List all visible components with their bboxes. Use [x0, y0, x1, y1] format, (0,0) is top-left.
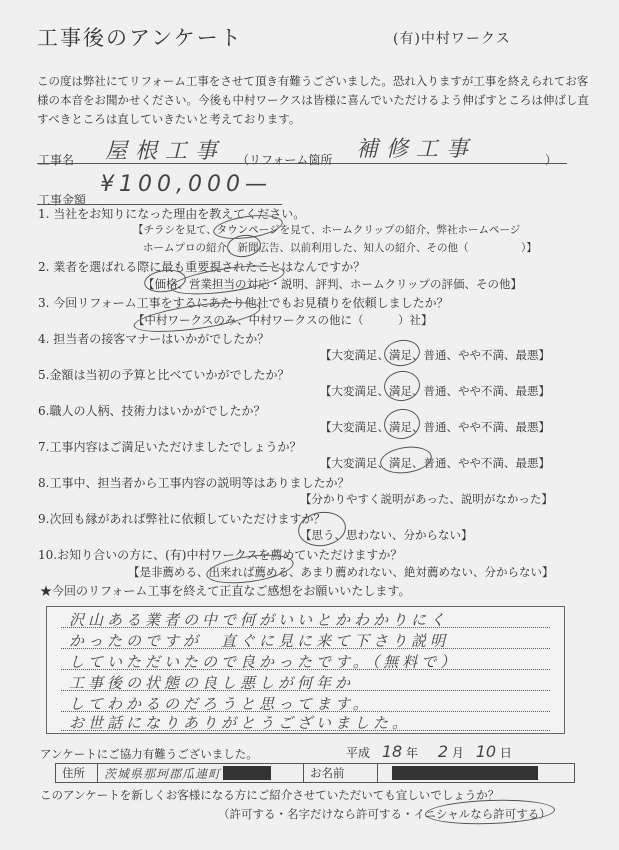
redaction-block: [392, 766, 538, 780]
intro-paragraph: この度は弊社にてリフォーム工事をさせて頂き有難うございました。恐れ入りますが工事を終えられてお客様の本音をお聞かせください。今後も中村ワークスは皆様に喜んでいただけるよう伸ばすところは伸ばし直すべきところは直していきたいと考えております。: [37, 74, 589, 126]
question-8-options[interactable]: 【分かりやすく説明があった、説明がなかった】: [300, 492, 553, 506]
thanks-message: アンケートにご協力有難うございました。: [40, 747, 258, 761]
question-3-options[interactable]: 【中村ワークスのみ、中村ワークスの他に（ ）社】: [133, 313, 433, 327]
question-text: 金額は当初の予算と比べていかがでしたか？: [49, 368, 290, 382]
comment-line-1: 沢山ある業者の中で何がいいとかわかりにく: [69, 611, 450, 629]
question-10: [38, 546, 402, 563]
question-text: お知り合いの方に、(有)中村ワークスを薦めていただけますか？: [57, 548, 403, 562]
impressions-prompt: ★今回のリフォーム工事を終えて正直なご感想をお願いいたします。: [40, 584, 411, 598]
question-7: [38, 438, 301, 455]
reform-location-close: ）: [545, 153, 558, 167]
comment-line-3: していただいたので良かったです。（無料で）: [69, 653, 460, 671]
name-field[interactable]: [378, 764, 574, 782]
question-6: [38, 402, 265, 419]
question-8: [38, 474, 349, 491]
question-text: 工事内容はご満足いただけましたでしょうか？: [49, 440, 302, 454]
question-number: 6.: [38, 404, 50, 418]
impressions-comment-box[interactable]: [46, 606, 565, 734]
date-day[interactable]: 10: [475, 742, 497, 761]
name-label: お名前: [304, 764, 378, 782]
date-month-label: 月: [451, 746, 464, 760]
question-4: [38, 330, 269, 347]
question-9: [38, 510, 325, 527]
date-year-label: 年: [406, 746, 419, 760]
date-era: 平成: [346, 746, 371, 760]
date-field: [346, 742, 512, 761]
question-5: [38, 366, 289, 383]
comment-line-2: かったのですが 直ぐに見に来て下さり説明: [69, 632, 450, 650]
project-name-value[interactable]: 屋根工事: [105, 139, 226, 164]
project-name-label: 工事名: [38, 153, 75, 167]
question-7-options[interactable]: 【大変満足、満足、普通、やや不満、最悪】: [320, 456, 550, 470]
permission-options[interactable]: （許可する・名字だけなら許可する・イニシャルなら許可する）: [218, 807, 551, 821]
question-4-options[interactable]: 【大変満足、満足、普通、やや不満、最悪】: [320, 348, 550, 362]
question-text: 当社をお知りになった理由を教えてください。: [53, 207, 306, 221]
question-9-options[interactable]: 【思う、思わない、分からない】: [300, 528, 473, 542]
selection-circle: [382, 338, 421, 369]
question-number: 3.: [38, 296, 50, 310]
comment-line-6: お世話になりありがとうございました。: [69, 714, 412, 732]
redaction-block: [223, 766, 271, 780]
question-1-options-line1[interactable]: 【チラシを見て、タウンページを見て、ホームクリップの紹介、弊社ホームページ: [133, 224, 521, 236]
reform-location-value[interactable]: 補修工事: [356, 137, 477, 162]
question-10-options[interactable]: 【是非薦める、出来れば薦める、あまり薦めれない、絶対薦めない、分からない】: [128, 565, 554, 579]
question-2-options[interactable]: 【価格、営業担当の対応・説明、評判、ホームクリップの評価、その他】: [143, 277, 523, 291]
date-year[interactable]: 18: [381, 742, 403, 761]
question-number: 5.: [38, 368, 50, 382]
company-name: (有)中村ワークス: [393, 31, 511, 47]
question-number: 7.: [38, 440, 50, 454]
address-value: 茨城県那珂郡瓜連町: [104, 766, 222, 781]
project-name-underline: [37, 163, 567, 164]
document-title: 工事後のアンケート: [37, 26, 243, 50]
customer-info-table: [55, 763, 575, 783]
question-number: 10.: [38, 548, 58, 562]
question-text: 職人の人柄、技術力はいかがでしたか？: [49, 404, 266, 418]
question-number: 2.: [38, 260, 50, 274]
question-text: 工事中、担当者から工事内容の説明等はありましたか？: [49, 476, 350, 490]
question-6-options[interactable]: 【大変満足、満足、普通、やや不満、最悪】: [320, 420, 550, 434]
date-month[interactable]: 2: [437, 742, 449, 761]
selection-circle: [378, 444, 433, 477]
question-text: 今回リフォーム工事をするにあたり他社でもお見積りを依頼しましたか？: [53, 296, 449, 310]
question-text: 担当者の接客マナーはいかがでしたか？: [53, 332, 270, 346]
address-label: 住所: [56, 764, 98, 782]
question-text: 業者を選ばれる際に最も重要視されたことはなんですか？: [53, 260, 366, 274]
question-number: 1.: [38, 207, 50, 221]
selection-circle: [382, 407, 422, 442]
amount-label: 工事金額: [38, 193, 87, 207]
comment-line-4: 工事後の状態の良し悪しが何年か: [69, 674, 355, 692]
question-number: 4.: [38, 332, 50, 346]
comment-line-5: してわかるのだろうと思ってます。: [69, 695, 372, 713]
amount-value[interactable]: ¥100,000—: [100, 172, 272, 197]
question-number: 9.: [38, 512, 50, 526]
reform-location-label: （リフォーム箇所: [237, 153, 333, 167]
permission-question: このアンケートを新しくお客様になる方にご紹介させていただいても宜しいでしょうか？: [40, 788, 500, 802]
question-1-options-line2[interactable]: ホームプロの紹介、新聞広告、以前利用した、知人の紹介、その他（ ）】: [143, 242, 537, 254]
question-5-options[interactable]: 【大変満足、満足、普通、やや不満、最悪】: [320, 384, 550, 398]
date-day-label: 日: [499, 746, 512, 760]
question-text: 次回も縁があれば弊社に依頼していただけますか？: [49, 512, 326, 526]
question-number: 8.: [38, 476, 50, 490]
address-field[interactable]: [98, 764, 304, 782]
